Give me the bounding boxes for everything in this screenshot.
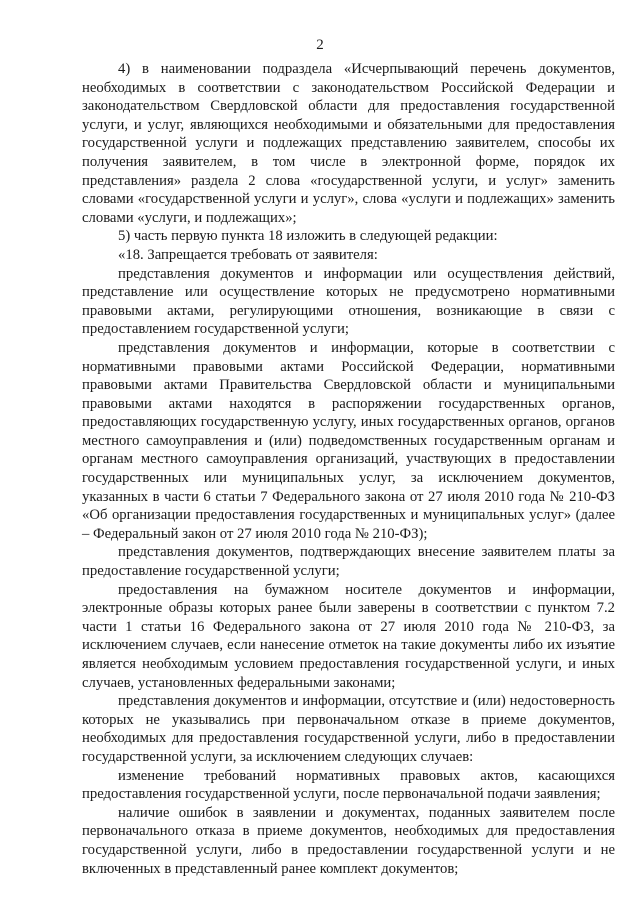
paragraph-prohibition-paper-copies: предоставления на бумажном носителе документов и информации, электронные образы которых ранее были заверены в соответствии с пунктом 7.2 части 1 статьи 16 Федерального закона от 27 июля 2010 года № 210-ФЗ, за исключением случаев, если нанесение отметок на такие документы либо их изъятие является необходимым условием предоставления государственной услуги, и иных случаев, установленных федеральными законами;: [82, 581, 615, 691]
paragraph-prohibition-missing-info: представления документов и информации, отсутствие и (или) недостоверность которых не указывались при первоначальном отказе в приеме документов, необходимых для предоставления государственной услуги, либо в предоставлении государственной услуги, за исключением следующих случаев:: [82, 693, 615, 765]
paragraph-prohibition-payment: представления документов, подтверждающих внесение заявителем платы за предоставление государственной услуги;: [82, 544, 615, 580]
paragraph-prohibition-documents: представления документов и информации, которые в соответствии с нормативными правовыми актами Российской Федерации, нормативными правовыми актами Правительства Свердловской области и муниципальными правовыми актами находятся в распоряжении государственных органов, предоставляющих государственную услугу, иных государственных органов, органов местного самоуправления и (или) подведомственных государственным органам и органам местного самоуправления организаций, участвующих в предоставлении государственных или муниципальных услуг, за исключением документов, указанных в части 6 статьи 7 Федерального закона от 27 июля 2010 года № 210-ФЗ «Об организации предоставления государственных и муниципальных услуг» (далее – Федеральный закон от 27 июля 2010 года № 210-ФЗ);: [82, 339, 615, 542]
page-number: 2: [316, 37, 324, 53]
paragraph-item-4: 4) в наименовании подраздела «Исчерпывающий перечень документов, необходимых в соответствии с законодательством Российской Федерации и законодательством Свердловской области для предоставления государственной услуги, и услуг, являющихся необходимыми и обязательными для предоставления государственной услуги и подлежащих представлению заявителем, способы их получения заявителем, в том числе в электронной форме, порядок их представления» раздела 2 слова «государственной услуги, и услуг» заменить словами «государственной услуги и услуг», слова «услуги и подлежащих» заменить словами «услуги, и подлежащих»;: [82, 61, 615, 226]
document-body: [82, 60, 615, 878]
paragraph-item-5: 5) часть первую пункта 18 изложить в следующей редакции:: [118, 228, 498, 245]
paragraph-exception-requirements-change: изменение требований нормативных правовых актов, касающихся предоставления государственной услуги, после первоначальной подачи заявления;: [82, 767, 615, 803]
paragraph-exception-errors: наличие ошибок в заявлении и документах, поданных заявителем после первоначального отказа в приеме документов, необходимых для предоставления государственной услуги, либо в предоставлении государственной услуги и не включенных в представленный ранее комплект документов;: [82, 804, 615, 877]
paragraph-clause-18-intro: «18. Запрещается требовать от заявителя:: [118, 246, 378, 263]
paragraph-prohibition-actions: представления документов и информации или осуществления действий, представление или осуществление которых не предусмотрено нормативными правовыми актами, регулирующими отношения, возникающие в связи с предоставлением государственной услуги;: [82, 265, 615, 338]
